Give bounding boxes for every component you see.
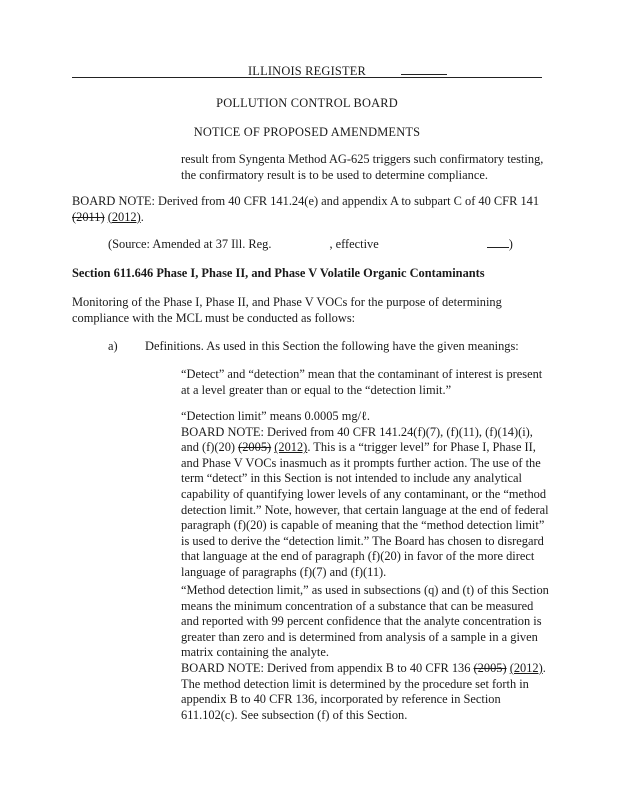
subsection-a-text: Definitions. As used in this Section the following have the given meanings: bbox=[145, 339, 519, 353]
source-effective: , effective bbox=[329, 237, 379, 251]
added-year: (2012) bbox=[274, 440, 308, 455]
definition-method-detection-limit bbox=[181, 583, 549, 723]
board-note-1-line-2 bbox=[72, 210, 539, 226]
detection-limit-line: detection limit.” Note, however, that certain language at the end of federal bbox=[181, 502, 549, 517]
definition-detect bbox=[181, 367, 542, 398]
carryover-paragraph bbox=[181, 152, 543, 183]
mdl-note-post: . bbox=[542, 660, 546, 675]
detection-limit-line-2: BOARD NOTE: Derived from 40 CFR 141.24(f)(7), (f)(11), (f)(14)(i), bbox=[181, 424, 533, 439]
detection-limit-line-3-pre: and (f)(20) bbox=[181, 440, 239, 455]
source-text: (Source: Amended at 37 Ill. Reg. bbox=[108, 237, 272, 251]
mdl-line: “Method detection limit,” as used in subsections (q) and (t) of this Section bbox=[181, 583, 549, 597]
detection-limit-line: is used to derive the “detection limit.” The Board has chosen to disregard bbox=[181, 533, 544, 548]
mdl-board-note bbox=[181, 661, 549, 677]
mdl-tail-line: appendix B to 40 CFR 136, incorporated by reference in Section bbox=[181, 692, 501, 707]
definition-detection-limit bbox=[181, 409, 549, 581]
board-note-1-end: . bbox=[140, 209, 144, 224]
deleted-year: (2005) bbox=[238, 440, 272, 455]
detection-limit-line: paragraph (f)(20) is capable of meaning that the “method detection limit” bbox=[181, 518, 545, 533]
mdl-tail-line: 611.102(c). See subsection (f) of this Section. bbox=[181, 707, 408, 722]
detection-limit-line-1: “Detection limit” means 0.0005 mg/ℓ. bbox=[181, 409, 370, 423]
deleted-year: (2011) bbox=[72, 209, 105, 224]
definition-detect-line-1: “Detect” and “detection” mean that the contaminant of interest is present bbox=[181, 367, 543, 381]
added-year: (2012) bbox=[107, 209, 141, 224]
carryover-line-2: the confirmatory result is to be used to determine compliance. bbox=[181, 167, 488, 182]
mdl-line: and reported with 99 percent confidence that the analyte concentration is bbox=[181, 614, 542, 629]
notice-title: NOTICE OF PROPOSED AMENDMENTS bbox=[193, 125, 421, 139]
intro-line-1: Monitoring of the Phase I, Phase II, and Phase V VOCs for the purpose of determining bbox=[72, 295, 502, 309]
intro-line-2: compliance with the MCL must be conducted as follows: bbox=[72, 310, 356, 325]
header-rule bbox=[72, 77, 542, 78]
detection-limit-line: capability of quantifying lower levels of any contaminant, or the “method bbox=[181, 486, 547, 501]
detection-limit-line: language of paragraphs (f)(7) and (f)(11). bbox=[181, 564, 387, 579]
detection-limit-line: term “detect” in this Section is not intended to include any analytical bbox=[181, 471, 522, 486]
board-note-1 bbox=[72, 194, 539, 225]
added-year: (2012) bbox=[509, 660, 543, 675]
mdl-note-pre: BOARD NOTE: Derived from appendix B to 40 CFR 136 bbox=[181, 660, 474, 675]
mdl-line: means the minimum concentration of a substance that can be measured bbox=[181, 598, 534, 613]
definition-detect-line-2: at a level greater than or equal to the “detection limit.” bbox=[181, 382, 452, 397]
detection-limit-line-3 bbox=[181, 440, 549, 456]
carryover-line-1: result from Syngenta Method AG-625 triggers such confirmatory testing, bbox=[181, 152, 544, 166]
register-title: ILLINOIS REGISTER bbox=[247, 64, 366, 78]
deleted-year: (2005) bbox=[473, 660, 507, 675]
mdl-tail-line: The method detection limit is determined by the procedure set forth in bbox=[181, 676, 529, 691]
mdl-line: greater than zero and is determined from analysis of a sample in a given bbox=[181, 629, 538, 644]
subsection-a-label: a) bbox=[108, 339, 118, 353]
section-heading: Section 611.646 Phase I, Phase II, and Phase V Volatile Organic Contaminants bbox=[72, 266, 485, 280]
source-blank bbox=[487, 237, 509, 248]
board-note-1-line-1: BOARD NOTE: Derived from 40 CFR 141.24(e) and appendix A to subpart C of 40 CFR 141 bbox=[72, 194, 540, 208]
mdl-line: matrix containing the analyte. bbox=[181, 645, 329, 660]
source-note bbox=[108, 237, 513, 253]
source-close: ) bbox=[508, 237, 513, 251]
board-title: POLLUTION CONTROL BOARD bbox=[216, 96, 398, 110]
detection-limit-line: and Phase V VOCs inasmuch as it prompts further action. The use of the bbox=[181, 455, 541, 470]
detection-limit-line-3-post: . This is a “trigger level” for Phase I, Phase II, bbox=[307, 440, 536, 455]
detection-limit-line: that language at the end of paragraph (f)(20) in favor of the more direct bbox=[181, 549, 535, 564]
intro-paragraph bbox=[72, 295, 502, 326]
